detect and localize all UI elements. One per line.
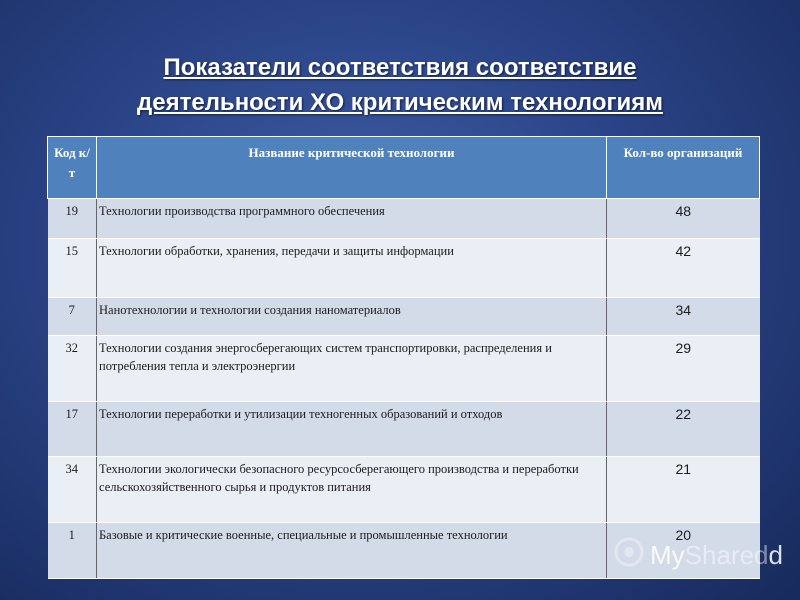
row-name: Технологии обработки, хранения, передачи и защиты информации	[97, 239, 607, 298]
row-name: Технологии создания энергосберегающих систем транспортировки, распределения и потребления тепла и электроэнергии	[97, 336, 607, 402]
row-code: 32	[48, 336, 97, 402]
critical-tech-table	[47, 136, 760, 579]
row-name: Технологии экологически безопасного ресурсосберегающего производства и переработки сельскохозяйственного сырья и продуктов питания	[97, 457, 607, 523]
table-row	[48, 402, 760, 457]
watermark-logo-icon	[612, 535, 646, 569]
row-code: 7	[48, 298, 97, 336]
table-row	[48, 457, 760, 523]
row-name: Технологии производства программного обеспечения	[97, 199, 607, 239]
watermark-bright: My	[650, 540, 685, 570]
table-row	[48, 298, 760, 336]
row-count: 20	[607, 523, 760, 579]
row-code: 17	[48, 402, 97, 457]
row-code: 34	[48, 457, 97, 523]
watermark-dim: Shared	[684, 540, 769, 570]
slide-title	[0, 50, 800, 120]
watermark	[650, 540, 783, 571]
table-row	[48, 239, 760, 298]
row-code: 15	[48, 239, 97, 298]
table-header-row	[48, 137, 760, 199]
row-count: 42	[607, 239, 760, 298]
title-line-2: деятельности ХО критическим технологиям	[137, 89, 663, 116]
header-code: Код к/т	[48, 137, 97, 199]
row-code: 19	[48, 199, 97, 239]
table-row	[48, 336, 760, 402]
table-row	[48, 199, 760, 239]
row-count: 48	[607, 199, 760, 239]
header-name: Название критической технологии	[97, 137, 607, 199]
row-name: Базовые и критические военные, специальные и промышленные технологии	[97, 523, 607, 579]
row-count: 34	[607, 298, 760, 336]
row-count: 29	[607, 336, 760, 402]
row-name: Технологии переработки и утилизации техногенных образований и отходов	[97, 402, 607, 457]
row-count: 22	[607, 402, 760, 457]
row-count: 21	[607, 457, 760, 523]
header-count: Кол-во организаций	[607, 137, 760, 199]
row-name: Нанотехнологии и технологии создания наноматериалов	[97, 298, 607, 336]
watermark-suffix: d	[768, 540, 783, 570]
row-code: 1	[48, 523, 97, 579]
title-line-1: Показатели соответствия соответствие	[163, 54, 637, 81]
